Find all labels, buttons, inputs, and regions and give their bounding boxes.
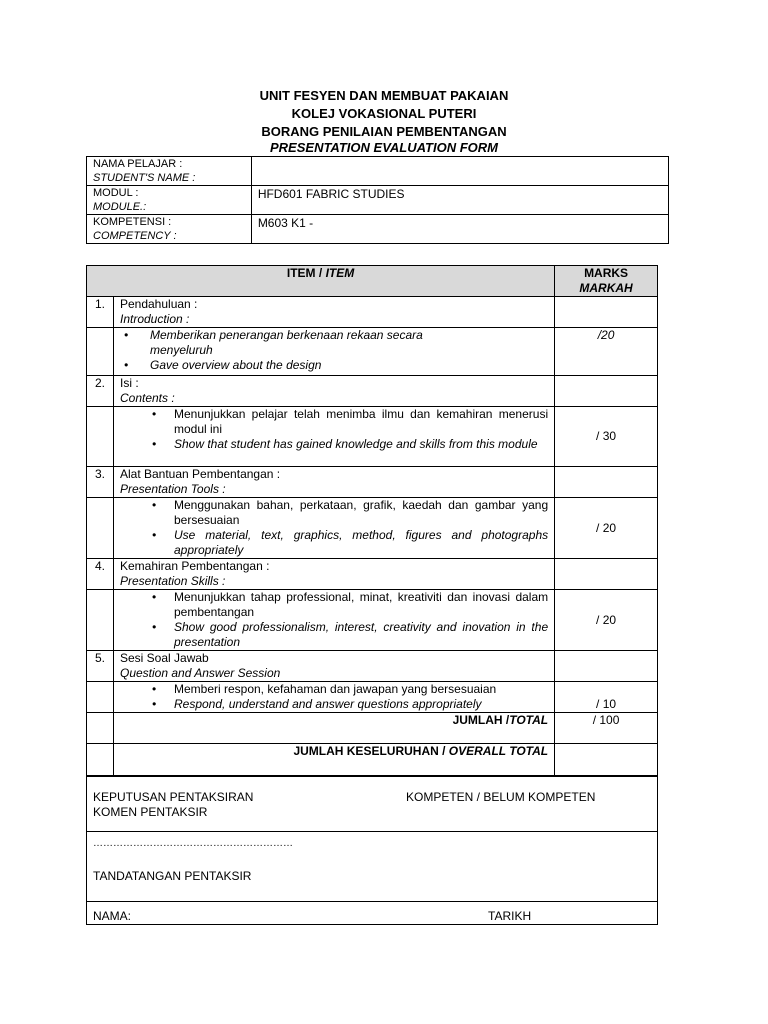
section-3-title-en: Presentation Tools :	[119, 482, 226, 496]
total-row	[87, 713, 658, 744]
section-4-title-mark-cell	[555, 559, 658, 590]
section-1-bullet-2: • Gave overview about the design	[120, 358, 548, 373]
section-2-title-en: Contents :	[119, 391, 175, 405]
item-header-en: ITEM	[325, 266, 355, 280]
section-1-title-mark-cell	[555, 297, 658, 328]
overall-blank-num	[87, 744, 114, 777]
section-1-bullet-row	[87, 328, 658, 376]
competency-row	[87, 215, 669, 244]
total-label	[113, 713, 554, 744]
section-3-title-row	[87, 467, 658, 498]
comment-row	[87, 805, 658, 832]
marks-header-en: MARKS	[584, 266, 629, 280]
section-4-number: 4.	[87, 559, 114, 590]
module-value[interactable]: HFD601 FABRIC STUDIES	[251, 186, 668, 215]
section-2-bullet-1: • Menunjukkan pelajar telah menimba ilmu dan kemahiran menerusi modul ini	[120, 407, 548, 437]
section-1-blank-num	[87, 328, 114, 376]
section-4-bullet-2: • Show good professionalism, interest, creativity and inovation in the presentation	[120, 620, 548, 650]
competency-value[interactable]: M603 K1 -	[251, 215, 668, 244]
section-1-number: 1.	[87, 297, 114, 328]
section-3-title-mark-cell	[555, 467, 658, 498]
item-header-ms: ITEM /	[286, 266, 326, 280]
section-3-blank-num	[87, 498, 114, 559]
module-label-en: MODULE.:	[93, 201, 147, 213]
section-3-bullet-2: • Use material, text, graphics, method, figures and photographs appropriately	[120, 528, 548, 558]
overall-total-mark[interactable]	[555, 744, 658, 777]
section-4-title-ms: Kemahiran Pembentangan :	[119, 559, 270, 573]
header-line-4: PRESENTATION EVALUATION FORM	[270, 140, 498, 155]
date-label: TARIKH	[488, 909, 532, 923]
decision-row	[87, 776, 658, 805]
section-5-mark[interactable]: / 10	[555, 682, 658, 713]
section-3-bullet-1: • Menggunakan bahan, perkataan, grafik, kaedah dan gambar yang bersesuaian	[120, 498, 548, 528]
section-2-mark[interactable]: / 30	[555, 407, 658, 467]
overall-total-label	[113, 744, 554, 777]
section-1-bullet-1: • Memberikan penerangan berkenaan rekaan secara menyeluruh	[120, 328, 548, 358]
section-1-title-ms: Pendahuluan :	[119, 297, 198, 311]
section-2-bullets	[113, 407, 554, 467]
competency-label-cell	[87, 215, 252, 244]
section-4-bullet-1: • Menunjukkan tahap professional, minat, kreativiti dan inovasi dalam pembentangan	[120, 590, 548, 620]
overall-total-label-en: OVERALL TOTAL	[448, 744, 549, 758]
decision-label: KEPUTUSAN PENTAKSIRAN	[93, 789, 254, 804]
section-3-bullet-row	[87, 498, 658, 559]
section-1-title-row	[87, 297, 658, 328]
name-label-en: STUDENT'S NAME :	[93, 172, 196, 184]
module-label-cell	[87, 186, 252, 215]
overall-total-row	[87, 744, 658, 777]
section-4-mark[interactable]: / 20	[555, 590, 658, 651]
section-1-title	[113, 297, 554, 328]
assessor-name-label: NAMA:	[93, 909, 132, 923]
signature-dotted-line[interactable]: ……………………………………………………	[93, 838, 293, 849]
section-4-blank-num	[87, 590, 114, 651]
decision-cell	[87, 776, 658, 805]
name-value[interactable]	[251, 157, 668, 186]
signature-label: TANDATANGAN PENTAKSIR	[93, 869, 252, 883]
student-info-table	[86, 156, 669, 244]
section-5-bullet-1: • Memberi respon, kefahaman dan jawapan yang bersesuaian	[120, 682, 548, 697]
section-3-title	[113, 467, 554, 498]
section-2-blank-num	[87, 407, 114, 467]
section-3-title-ms: Alat Bantuan Pembentangan :	[119, 467, 281, 481]
total-label-ms: JUMLAH /	[452, 713, 510, 727]
section-5-blank-num	[87, 682, 114, 713]
section-4-bullets	[113, 590, 554, 651]
competency-label-en: COMPETENCY :	[93, 230, 177, 242]
section-4-bullet-row	[87, 590, 658, 651]
table-header-row	[87, 266, 658, 297]
name-label-cell	[87, 157, 252, 186]
header-line-1: UNIT FESYEN DAN MEMBUAT PAKAIAN	[259, 88, 509, 103]
section-1-mark[interactable]: /20	[555, 328, 658, 376]
section-4-title	[113, 559, 554, 590]
section-3-number: 3.	[87, 467, 114, 498]
section-3-mark[interactable]: / 20	[555, 498, 658, 559]
name-date-row	[87, 902, 658, 925]
name-label-ms: NAMA PELAJAR :	[93, 158, 183, 170]
assessor-decision-table	[86, 775, 658, 925]
name-date-cell	[87, 902, 658, 925]
total-mark[interactable]: / 100	[555, 713, 658, 744]
total-label-en: TOTAL	[509, 713, 549, 727]
section-2-title-ms: Isi :	[119, 376, 139, 390]
item-header	[87, 266, 555, 297]
section-5-title-ms: Sesi Soal Jawab	[119, 651, 209, 665]
section-4-title-row	[87, 559, 658, 590]
section-2-title-mark-cell	[555, 376, 658, 407]
section-2-title	[113, 376, 554, 407]
section-2-bullet-row	[87, 407, 658, 467]
marks-header-ms: MARKAH	[579, 281, 633, 295]
section-5-title-en: Question and Answer Session	[119, 666, 281, 680]
section-3-bullets	[113, 498, 554, 559]
overall-total-label-ms: JUMLAH KESELURUHAN /	[293, 744, 449, 758]
section-5-title-row	[87, 651, 658, 682]
section-1-title-en: Introduction :	[119, 312, 190, 326]
competency-label-ms: KOMPETENSI :	[93, 216, 172, 228]
signature-row	[87, 832, 658, 902]
evaluation-table	[86, 265, 658, 777]
header-line-2: KOLEJ VOKASIONAL PUTERI	[291, 106, 477, 121]
section-5-bullets	[113, 682, 554, 713]
section-5-title-mark-cell	[555, 651, 658, 682]
comment-label: KOMEN PENTAKSIR	[87, 805, 658, 832]
section-4-title-en: Presentation Skills :	[119, 574, 226, 588]
module-row	[87, 186, 669, 215]
section-5-number: 5.	[87, 651, 114, 682]
section-5-title	[113, 651, 554, 682]
section-1-bullets	[113, 328, 554, 376]
section-2-bullet-2: • Show that student has gained knowledge and skills from this module	[120, 437, 548, 452]
signature-cell	[87, 832, 658, 902]
total-blank-num	[87, 713, 114, 744]
competency-options[interactable]: KOMPETEN / BELUM KOMPETEN	[406, 789, 596, 804]
header-line-3: BORANG PENILAIAN PEMBENTANGAN	[261, 124, 507, 139]
section-5-bullet-row	[87, 682, 658, 713]
section-5-bullet-2: • Respond, understand and answer questions appropriately	[120, 697, 548, 712]
module-label-ms: MODUL :	[93, 187, 139, 199]
marks-header	[555, 266, 658, 297]
section-2-number: 2.	[87, 376, 114, 407]
name-row	[87, 157, 669, 186]
section-2-title-row	[87, 376, 658, 407]
